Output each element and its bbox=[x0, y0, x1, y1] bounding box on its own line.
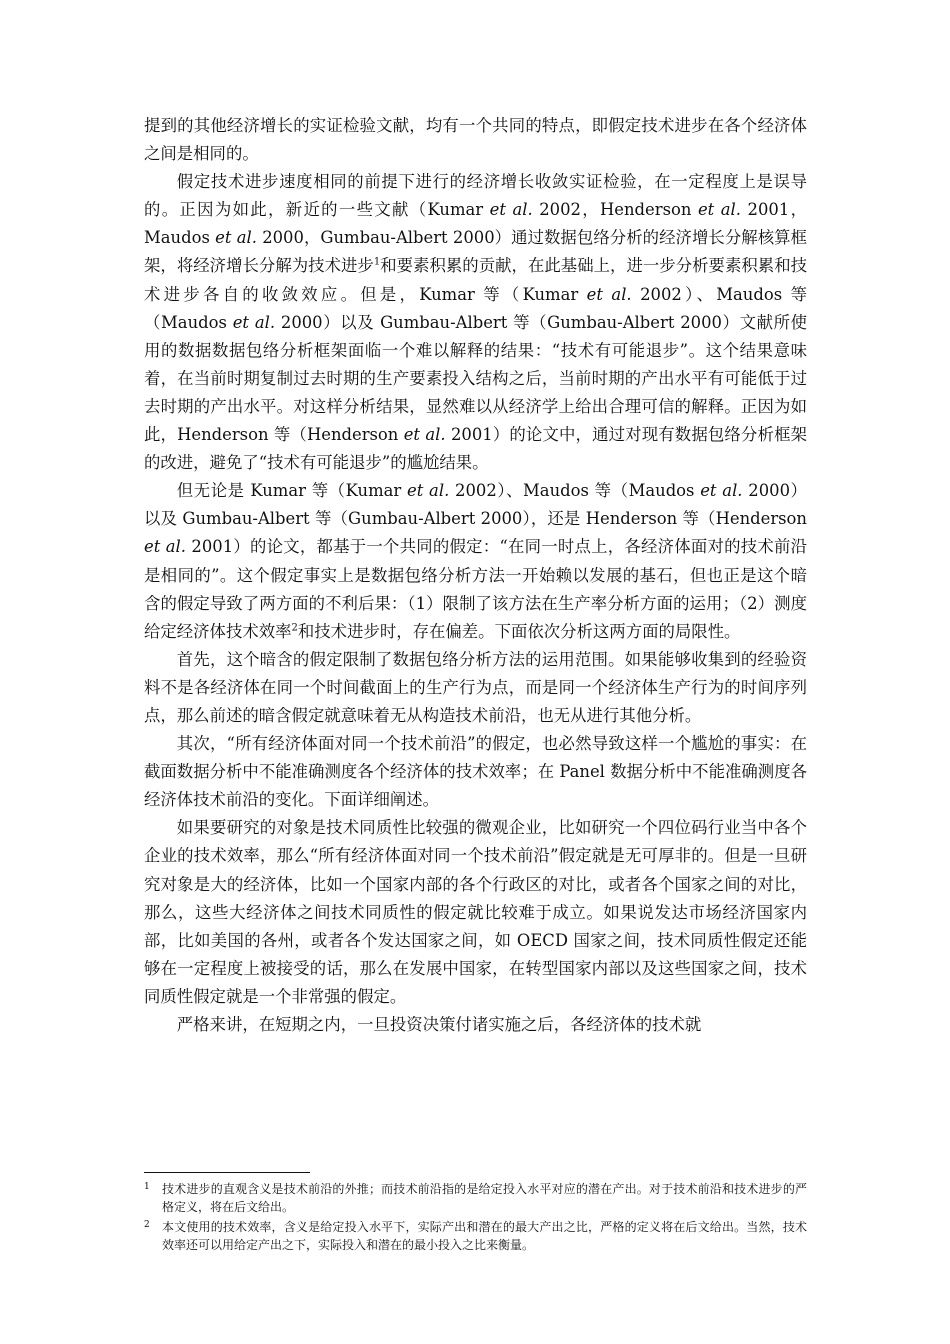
paragraph bbox=[144, 168, 807, 477]
text-run: 2000）以及 Gumbau-Albert 等（Gumbau-Albert 2000）文献所使用的数据数据包络分析框架面临一个难以解释的结果：“技术有可能退步”。这个结果意味着，在当前时期复制过去时期的生产要素投入结构之后，当前时期的产出水平有可能低于过去时期的产出水平。对这样分析结果，显然难以从经济学上给出合理可信的解释。正因为如此，Henderson 等（Henderson bbox=[144, 312, 807, 445]
paragraph bbox=[144, 814, 807, 1011]
text-run: 2001）的论文，都基于一个共同的假定：“在同一时点上，各经济体面对的技术前沿是相同的”。这个假定事实上是数据包络分析方法一开始赖以发展的基石，但也正是这个暗含的假定导致了两方面的不利后果：（1）限制了该方法在生产率分析方面的运用；（2）测度给定经济体技术效率 bbox=[144, 537, 807, 641]
footnote bbox=[144, 1180, 807, 1216]
text-run: 2000，Gumbau-Albert 2000）通过数据包络分析的经济增长分解核算框架，将经济增长分解为技术进步 bbox=[144, 228, 808, 276]
italic-text: et al. bbox=[403, 425, 446, 445]
text-run: 2002）、Maudos 等（Maudos bbox=[144, 284, 807, 332]
text-run: 严格来讲，在短期之内，一旦投资决策付诸实施之后，各经济体的技术就 bbox=[176, 1015, 702, 1034]
italic-text: et al. bbox=[586, 284, 632, 304]
text-run: 假定技术进步速度相同的前提下进行的经济增长收敛实证检验，在一定程度上是误导的。正因为如此，新近的一些文献（Kumar bbox=[144, 172, 807, 220]
paragraph bbox=[144, 730, 807, 814]
italic-text: et al. bbox=[697, 200, 742, 220]
text-run: 和技术进步时，存在偏差。下面依次分析这两方面的局限性。 bbox=[297, 621, 741, 641]
footnote-reference: 1 bbox=[373, 257, 381, 268]
footnotes bbox=[144, 1180, 807, 1256]
text-run: 其次，“所有经济体面对同一个技术前沿”的假定，也必然导致这样一个尴尬的事实：在截面数据分析中不能准确测度各个经济体的技术效率；在 Panel 数据分析中不能准确测度各经济体技术前沿的变化。下面详细阐述。 bbox=[144, 734, 807, 810]
italic-text: et al. bbox=[215, 228, 257, 248]
text-run: 2002）、Maudos 等（Maudos bbox=[449, 481, 701, 501]
footnote-mark: 1 bbox=[144, 1182, 150, 1192]
footnote-divider bbox=[144, 1172, 310, 1173]
italic-text: et al. bbox=[407, 481, 450, 501]
paragraph bbox=[144, 646, 807, 730]
text-run: 但无论是 Kumar 等（Kumar bbox=[176, 481, 407, 501]
footnote-text: 技术进步的直观含义是技术前沿的外推；而技术前沿指的是给定投入水平对应的潜在产出。对于技术前沿和技术进步的严格定义，将在后文给出。 bbox=[162, 1182, 807, 1214]
text-run: 2001，Maudos bbox=[144, 200, 807, 248]
footnote-mark: 2 bbox=[144, 1220, 150, 1230]
text-run: 2001）的论文中，通过对现有数据包络分析框架的改进，避免了“技术有可能退步”的尴尬结果。 bbox=[144, 425, 807, 473]
text-run: 2000）以及 Gumbau-Albert 等（Gumbau-Albert 2000），还是 Henderson 等（Henderson bbox=[144, 481, 807, 529]
text-run: 提到的其他经济增长的实证检验文献，均有一个共同的特点，即假定技术进步在各个经济体之间是相同的。 bbox=[144, 116, 807, 164]
italic-text: et al. bbox=[700, 481, 743, 501]
footnote-text: 本文使用的技术效率，含义是给定投入水平下，实际产出和潜在的最大产出之比，严格的定义将在后文给出。当然，技术效率还可以用给定产出之下，实际投入和潜在的最小投入之比来衡量。 bbox=[162, 1220, 807, 1252]
paragraph bbox=[144, 112, 807, 168]
paragraph bbox=[144, 1011, 807, 1039]
paragraph bbox=[144, 477, 807, 646]
text-run: 首先，这个暗含的假定限制了数据包络分析方法的运用范围。如果能够收集到的经验资料不是各经济体在同一个时间截面上的生产行为点，而是同一个经济体生产行为的时间序列点，那么前述的暗含假定就意味着无从构造技术前沿，也无从进行其他分析。 bbox=[144, 649, 807, 725]
footnote-reference: 2 bbox=[291, 622, 298, 634]
italic-text: et al. bbox=[232, 312, 276, 332]
text-run: 如果要研究的对象是技术同质性比较强的微观企业，比如研究一个四位码行业当中各个企业的技术效率，那么“所有经济体面对同一个技术前沿”假定就是无可厚非的。但是一旦研究对象是大的经济体，比如一个国家内部的各个行政区的对比，或者各个国家之间的对比，那么，这些大经济体之间技术同质性的假定就比较难于成立。如果说发达市场经济国家内部，比如美国的各州，或者各个发达国家之间，如 OECD 国家之间，技术同质性假定还能够在一定程度上被接受的话，那么在发展中国家，在转型国家内部以及这些国家之间，技术同质性假定就是一个非常强的假定。 bbox=[144, 818, 807, 1006]
footnote bbox=[144, 1218, 807, 1254]
text-run: 2002，Henderson bbox=[532, 200, 698, 220]
text-run: 和要素积累的贡献，在此基础上，进一步分析要素积累和技术进步各自的收敛效应。但是，Kumar 等（Kumar bbox=[144, 256, 808, 304]
body-text bbox=[144, 112, 807, 1039]
italic-text: et al. bbox=[489, 200, 533, 220]
italic-text: et al. bbox=[144, 537, 186, 557]
